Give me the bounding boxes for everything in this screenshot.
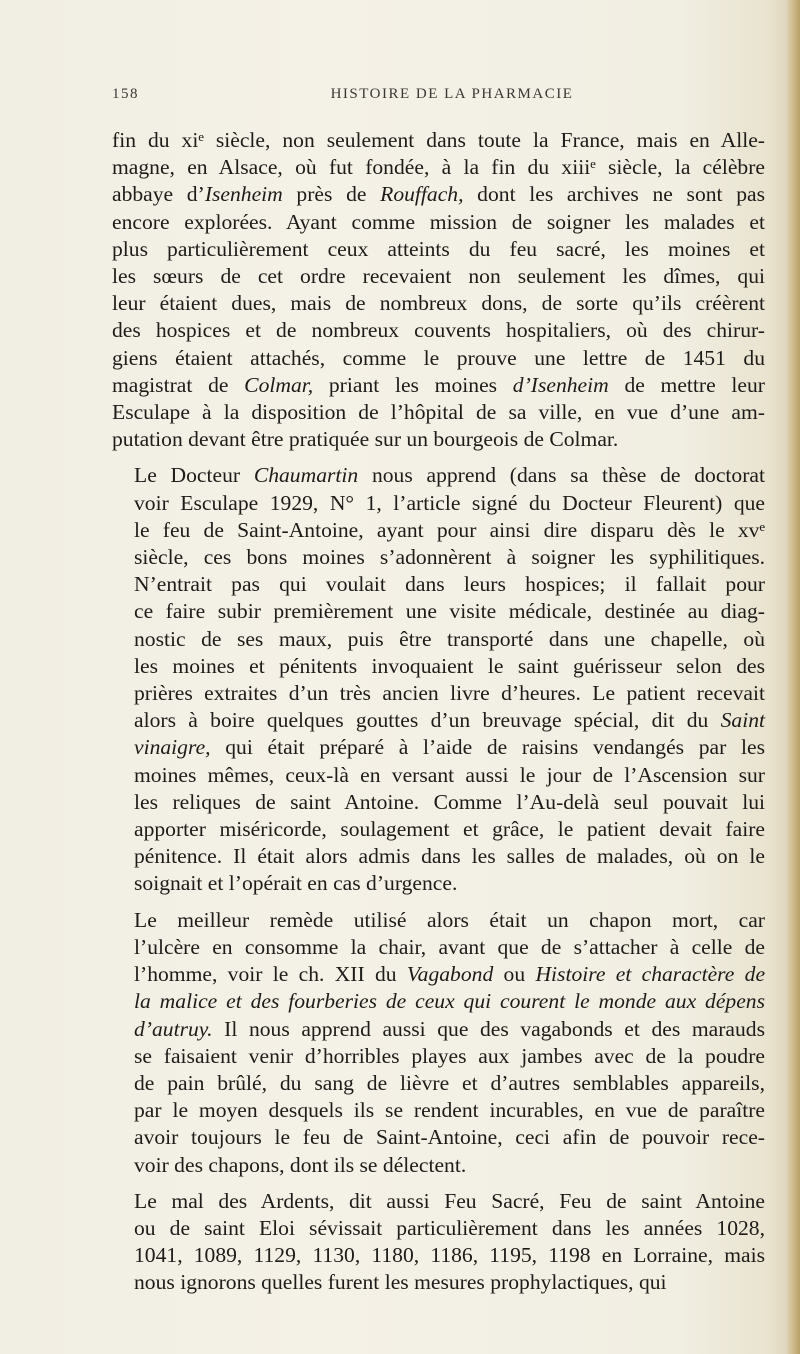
paragraph [112,127,765,453]
text-run: N’entrait pas qui voulait dans leurs hospices; il fallait pour [134,572,765,597]
text-run: magne, en Alsace, où fut fondée, à la fin du xiiiᵉ siècle, la célèbre [112,155,765,180]
text-line [112,345,765,372]
text-line [112,870,765,897]
text-line [112,462,765,489]
text-line [112,1097,765,1124]
text-line [112,734,765,761]
text-line [112,544,765,571]
text-line [112,907,765,934]
text-line [112,762,765,789]
page-edge [786,0,800,1354]
text-run: nous ignorons quelles furent les mesures prophylactiques, qui [134,1270,667,1295]
text-line [112,961,765,988]
text-line [112,1016,765,1043]
italic-run: d’autruy. [134,1016,213,1041]
body-text [112,127,765,1297]
text-run: priant les moines [313,372,513,397]
page-number: 158 [112,86,139,102]
text-run: de mettre leur [608,372,765,397]
text-run: alors à boire quelques gouttes d’un breuvage spécial, dit du [134,708,721,733]
text-run: giens étaient attachés, comme le prouve une lettre de 1451 du [112,345,765,370]
running-title: HISTOIRE DE LA PHARMACIE [330,86,574,102]
text-run: ou de saint Eloi sévissait particulièrement dans les années 1028, [134,1215,765,1240]
text-run: abbaye d’ [112,182,205,207]
text-run: putation devant être pratiquée sur un bourgeois de Colmar. [112,427,619,452]
text-run: avoir toujours le feu de Saint-Antoine, ceci afin de pouvoir rece- [134,1125,765,1150]
italic-run: Histoire et charactère de [535,962,766,987]
text-line [112,789,765,816]
text-run: près de [282,182,381,207]
text-run: des hospices et de nombreux couvents hospitaliers, où des chirur- [112,318,765,343]
text-line [112,490,765,517]
text-run: les moines et pénitents invoquaient le saint guérisseur selon des [134,653,765,678]
text-line [112,571,765,598]
italic-run: Chaumartin [253,463,359,488]
text-line [112,1242,765,1269]
text-run: moines mêmes, ceux-là en versant aussi le jour de l’Ascension sur [134,762,765,787]
text-line [112,1269,765,1296]
italic-run: Vagabond [406,962,494,987]
running-header [112,86,762,110]
text-line [112,988,765,1015]
text-line [112,426,765,453]
text-run: encore explorées. Ayant comme mission de soigner les malades et [112,209,765,234]
text-line [112,317,765,344]
text-run: 1041, 1089, 1129, 1130, 1180, 1186, 1195, 1198 en Lorraine, mais [134,1243,765,1268]
text-run: ce faire subir premièrement une visite médicale, destinée au diag- [134,599,765,624]
text-run: se faisaient venir d’horribles playes aux jambes avec de la poudre [134,1043,765,1068]
text-run: dont les archives ne sont pas [463,182,766,207]
text-line [112,598,765,625]
italic-run: vinaigre, [134,735,211,760]
text-line [112,1043,765,1070]
text-run: qui était préparé à l’aide de raisins vendangés par les [210,735,765,760]
text-run: voir des chapons, dont ils se délectent. [134,1152,467,1177]
text-run: voir Esculape 1929, N° 1, l’article signé du Docteur Fleurent) que [134,490,765,515]
text-line [112,843,765,870]
text-run: plus particulièrement ceux atteints du feu sacré, les moines et [112,236,765,261]
text-line [112,517,765,544]
text-line [112,707,765,734]
text-line [112,263,765,290]
text-run: ou [493,962,536,987]
text-line [112,154,765,181]
paragraph [112,1188,765,1297]
text-line [112,816,765,843]
text-run: les sœurs de cet ordre recevaient non seulement les dîmes, qui [112,264,765,289]
text-run: prières extraites d’un très ancien livre d’heures. Le patient recevait [134,681,765,706]
text-line [112,626,765,653]
text-run: Il nous apprend aussi que des vagabonds et des marauds [212,1016,765,1041]
text-run: de pain brûlé, du sang de lièvre et d’autres semblables appareils, [134,1070,765,1095]
text-run: apporter miséricorde, soulagement et grâce, le patient devait faire [134,817,765,842]
text-run: fin du xiᵉ siècle, non seulement dans toute la France, mais en Alle- [112,128,765,152]
text-line [112,209,765,236]
text-run: soignait et l’opérait en cas d’urgence. [134,871,458,896]
text-line [112,399,765,426]
text-line [112,1188,765,1215]
italic-run: Rouffach, [380,182,464,207]
text-run: magistrat de [112,372,245,397]
text-run: nostic de ses maux, puis être transporté dans une chapelle, où [134,626,765,651]
text-line [112,1152,765,1179]
text-run: Le meilleur remède utilisé alors était un chapon mort, car [134,907,765,932]
text-line [112,653,765,680]
text-line [112,1070,765,1097]
text-run: l’ulcère en consomme la chair, avant que de s’attacher à celle de [134,934,765,959]
text-run: les reliques de saint Antoine. Comme l’Au-delà seul pouvait lui [134,789,765,814]
italic-run: d’Isenheim [512,372,609,397]
text-run: pénitence. Il était alors admis dans les salles de malades, où on le [134,844,765,869]
text-run: Le mal des Ardents, dit aussi Feu Sacré, Feu de saint Antoine [134,1188,765,1213]
text-run: le feu de Saint-Antoine, ayant pour ainsi dire disparu dès le xvᵉ [134,517,765,542]
text-line [112,290,765,317]
text-run: leur étaient dues, mais de nombreux dons, de sorte qu’ils créèrent [112,291,765,316]
text-line [112,680,765,707]
text-line [112,236,765,263]
text-run: Esculape à la disposition de l’hôpital de sa ville, en vue d’une am- [112,400,765,425]
text-line [112,372,765,399]
italic-run: Isenheim [204,182,283,207]
text-line [112,127,765,154]
italic-run: Colmar, [244,372,314,397]
italic-run: Saint [720,708,765,733]
text-line [112,1124,765,1151]
text-run: Le Docteur [134,463,254,488]
text-run: nous apprend (dans sa thèse de doctorat [358,463,765,488]
text-run: l’homme, voir le ch. XII du [134,962,407,987]
text-run: par le moyen desquels ils se rendent incurables, en vue de paraître [134,1098,765,1123]
italic-run: la malice et des fourberies de ceux qui courent le monde aux dépens [134,989,765,1014]
text-run: siècle, ces bons moines s’adonnèrent à soigner les syphilitiques. [134,545,765,570]
paragraph [112,907,765,1179]
text-line [112,1215,765,1242]
text-line [112,934,765,961]
paragraph [112,462,765,897]
text-line [112,181,765,208]
